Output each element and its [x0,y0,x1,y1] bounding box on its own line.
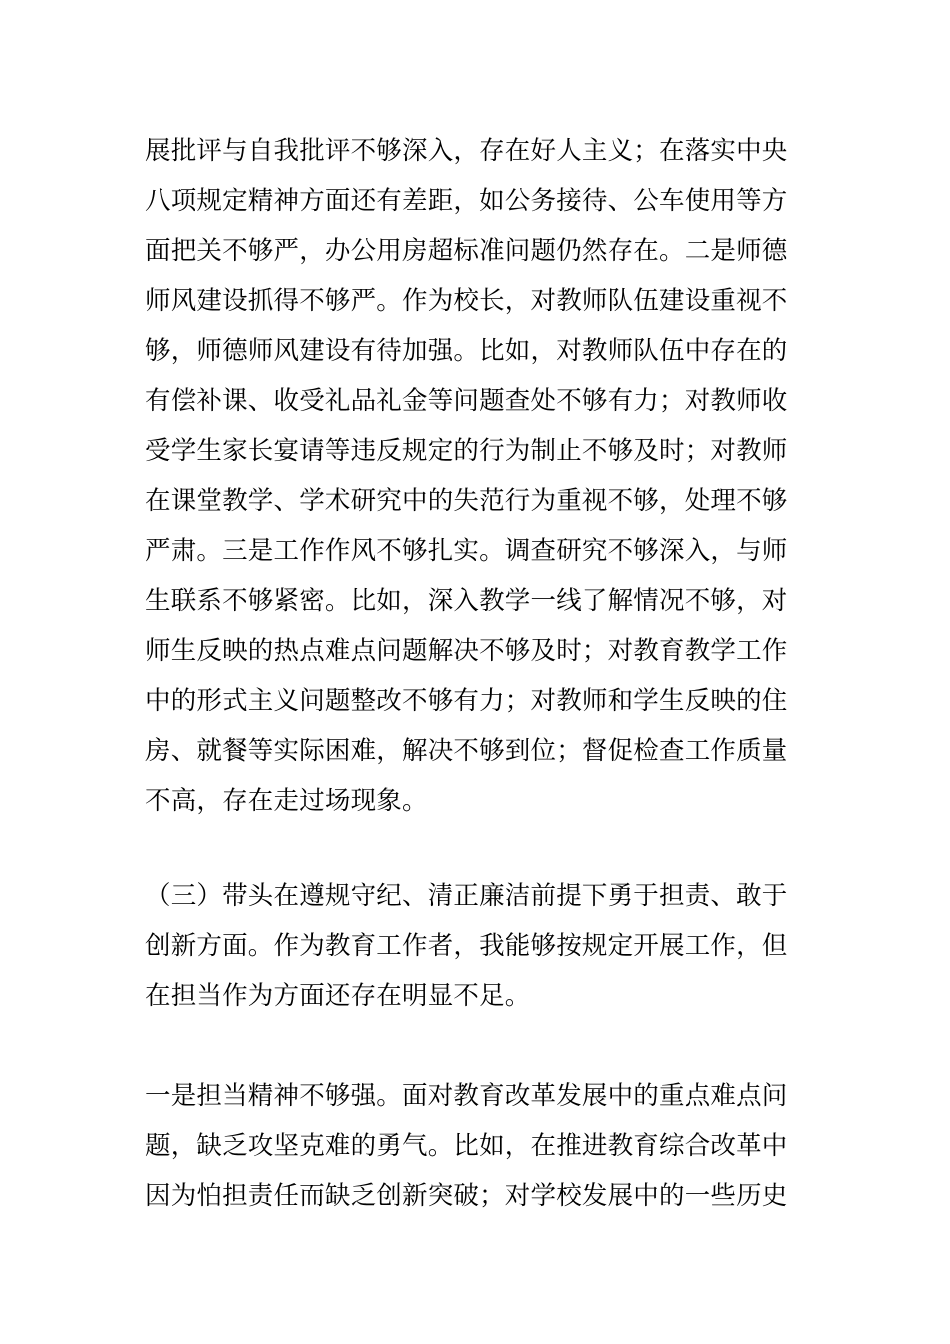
paragraph-2 [145,871,810,1021]
paragraph-line: 中的形式主义问题整改不够有力；对教师和学生反映的住 [145,686,788,716]
paragraph-line: 因为怕担责任而缺乏创新突破；对学校发展中的一些历史 [145,1181,788,1211]
paragraph-line: 展批评与自我批评不够深入，存在好人主义；在落实中央 [145,136,788,166]
paragraph-3 [145,1071,810,1221]
paragraph-line: 有偿补课、收受礼品礼金等问题查处不够有力；对教师收 [145,386,788,416]
paragraph-line: （三）带头在遵规守纪、清正廉洁前提下勇于担责、敢于 [145,881,788,911]
paragraph-line: 在课堂教学、学术研究中的失范行为重视不够，处理不够 [145,486,788,516]
paragraph-line: 创新方面。作为教育工作者，我能够按规定开展工作，但 [145,931,788,961]
paragraph-line: 生联系不够紧密。比如，深入教学一线了解情况不够，对 [145,586,788,616]
paragraph-line: 不高，存在走过场现象。 [145,786,428,816]
paragraph-line: 一是担当精神不够强。面对教育改革发展中的重点难点问 [145,1081,788,1111]
paragraph-line: 在担当作为方面还存在明显不足。 [145,981,531,1011]
paragraph-line: 受学生家长宴请等违反规定的行为制止不够及时；对教师 [145,436,788,466]
paragraph-line: 题，缺乏攻坚克难的勇气。比如，在推进教育综合改革中 [145,1131,788,1161]
paragraph-line: 八项规定精神方面还有差距，如公务接待、公车使用等方 [145,186,788,216]
paragraph-line: 够，师德师风建设有待加强。比如，对教师队伍中存在的 [145,336,788,366]
paragraph-1 [145,126,810,826]
paragraph-line: 房、就餐等实际困难，解决不够到位；督促检查工作质量 [145,736,788,766]
paragraph-line: 面把关不够严，办公用房超标准问题仍然存在。二是师德 [145,236,788,266]
paragraph-line: 严肃。三是工作作风不够扎实。调查研究不够深入，与师 [145,536,788,566]
paragraph-line: 师生反映的热点难点问题解决不够及时；对教育教学工作 [145,636,788,666]
paragraph-line: 师风建设抓得不够严。作为校长，对教师队伍建设重视不 [145,286,788,316]
